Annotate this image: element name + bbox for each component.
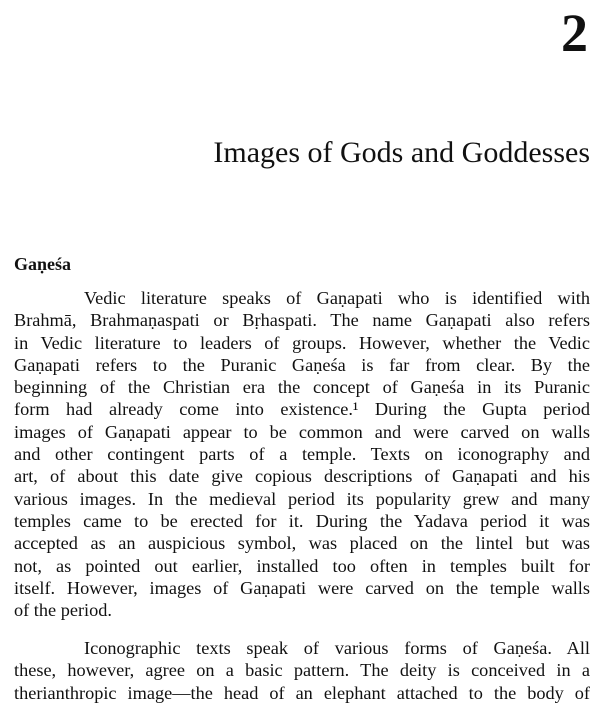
text-line: images of Gaṇapati appear to be common and were carved on walls [14,421,590,442]
text-line: beginning of the Christian era the concept of Gaṇeśa in its Puranic [14,377,590,398]
text-line: of the period. [14,600,112,621]
text-line: in Vedic literature to leaders of groups. However, whether the Vedic [14,332,590,353]
text-line: Iconographic texts speak of various forms of Gaṇeśa. All [84,638,590,658]
text-line: form had already come into existence.¹ During the Gupta period [14,399,590,420]
text-line: therianthropic image—the head of an elephant attached to the body of [14,682,590,703]
text-line: these, however, agree on a basic pattern. The deity is conceived in a [14,660,590,681]
text-line: Brahmā, Brahmaṇaspati or Bṛhaspati. The name Gaṇapati also refers [14,310,590,331]
text-line: Gaṇapati refers to the Puranic Gaṇeśa is far from clear. By the [14,354,590,375]
chapter-title: Images of Gods and Goddesses [213,136,590,169]
chapter-number: 2 [561,3,588,63]
paragraph-2 [14,637,590,704]
text-line: various images. In the medieval period its popularity grew and many [14,488,590,509]
text-line: not, as pointed out earlier, installed too often in temples built for [14,555,590,576]
text-line: Vedic literature speaks of Gaṇapati who is identified with [84,288,590,308]
text-line: art, of about this date give copious descriptions of Gaṇapati and his [14,466,590,487]
text-line: and other contingent parts of a temple. Texts on iconography and [14,444,590,465]
text-line: itself. However, images of Gaṇapati were carved on the temple walls [14,577,590,598]
text-line: accepted as an auspicious symbol, was placed on the lintel but was [14,533,590,554]
section-heading: Gaṇeśa [14,254,72,274]
paragraph-1 [14,287,590,621]
text-line: temples came to be erected for it. During the Yadava period it was [14,510,590,531]
